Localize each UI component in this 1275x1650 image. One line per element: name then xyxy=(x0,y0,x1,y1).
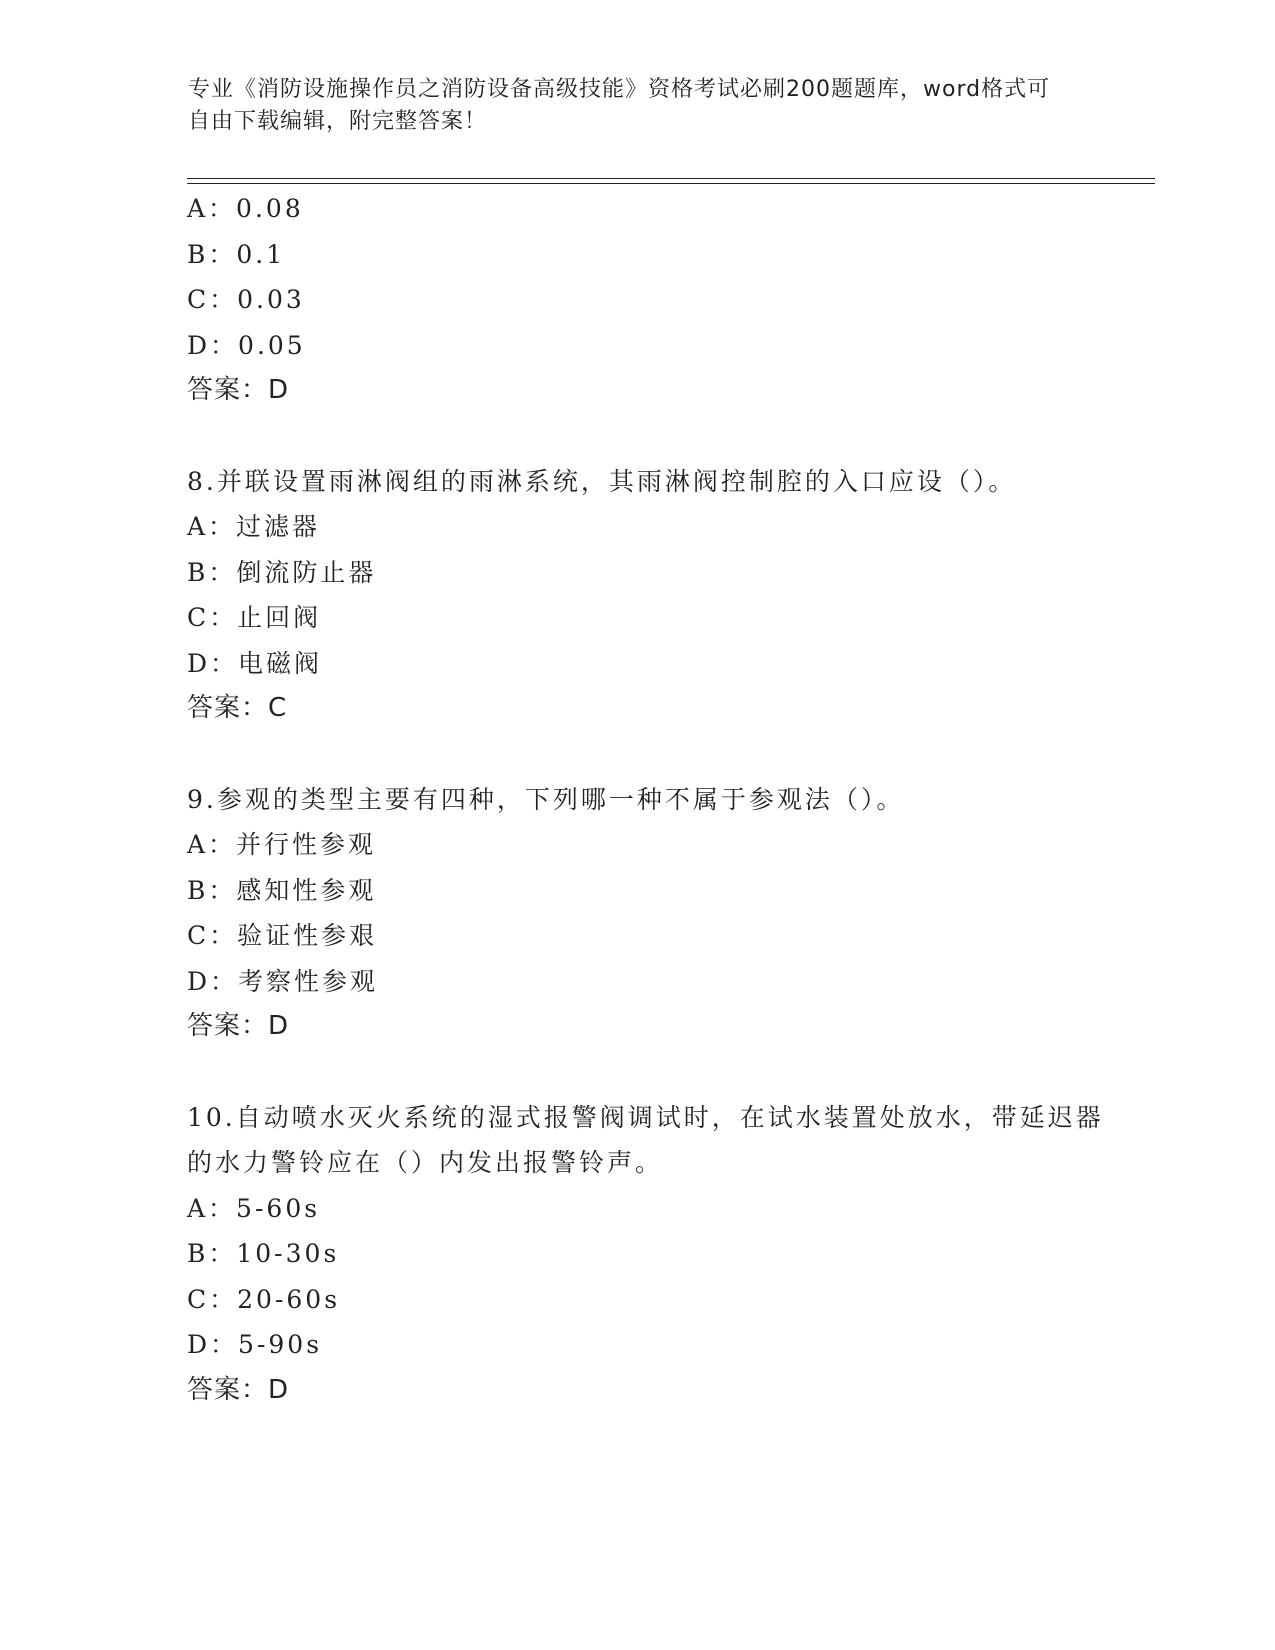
spacer xyxy=(187,414,1107,459)
option-b: B：倒流防止器 xyxy=(187,557,377,587)
header-divider-top xyxy=(187,178,1155,179)
question-9 xyxy=(187,777,1107,1050)
option-a: A：过滤器 xyxy=(187,512,321,541)
option-d: D：考察性参观 xyxy=(187,966,379,996)
question-8 xyxy=(187,459,1107,732)
question-stem: 9.参观的类型主要有四种，下列哪一种不属于参观法（）。 xyxy=(187,784,905,814)
answer-line: 答案：D xyxy=(187,1374,290,1405)
question-stem: 8.并联设置雨淋阀组的雨淋系统，其雨淋阀控制腔的入口应设（）。 xyxy=(187,466,1017,496)
option-a: A：5-60s xyxy=(187,1193,321,1223)
header-divider-bottom xyxy=(187,183,1155,184)
option-d: D：0.05 xyxy=(187,330,306,360)
spacer xyxy=(187,1050,1107,1095)
option-a: A：并行性参观 xyxy=(187,830,377,859)
option-d: D：5-90s xyxy=(187,1330,323,1359)
question-10 xyxy=(187,1095,1107,1414)
option-c: C：0.03 xyxy=(187,285,305,314)
option-b: B：0.1 xyxy=(187,239,286,269)
option-d: D：电磁阀 xyxy=(187,648,323,678)
option-c: C：验证性参艰 xyxy=(187,921,378,950)
question-stem: 10.自动喷水灭火系统的湿式报警阀调试时，在试水装置处放水，带延迟器的水力警铃应在（）内发出报警铃声。 xyxy=(187,1102,1104,1177)
document-header: 专业《消防设施操作员之消防设备高级技能》资格考试必刷200题题库，word格式可自由下载编辑，附完整答案！ xyxy=(188,77,1051,134)
option-c: C：20-60s xyxy=(187,1284,341,1314)
answer-line: 答案：D xyxy=(187,1011,290,1041)
answer-line: 答案：C xyxy=(187,693,288,723)
option-b: B：感知性参观 xyxy=(187,875,377,905)
question-block-previous xyxy=(187,186,1107,414)
answer-line: 答案：D xyxy=(187,375,290,405)
option-b: B：10-30s xyxy=(187,1239,340,1268)
question-content xyxy=(187,186,1107,1413)
spacer xyxy=(187,732,1107,777)
option-a: A：0.08 xyxy=(187,194,304,223)
option-c: C：止回阀 xyxy=(187,603,322,632)
